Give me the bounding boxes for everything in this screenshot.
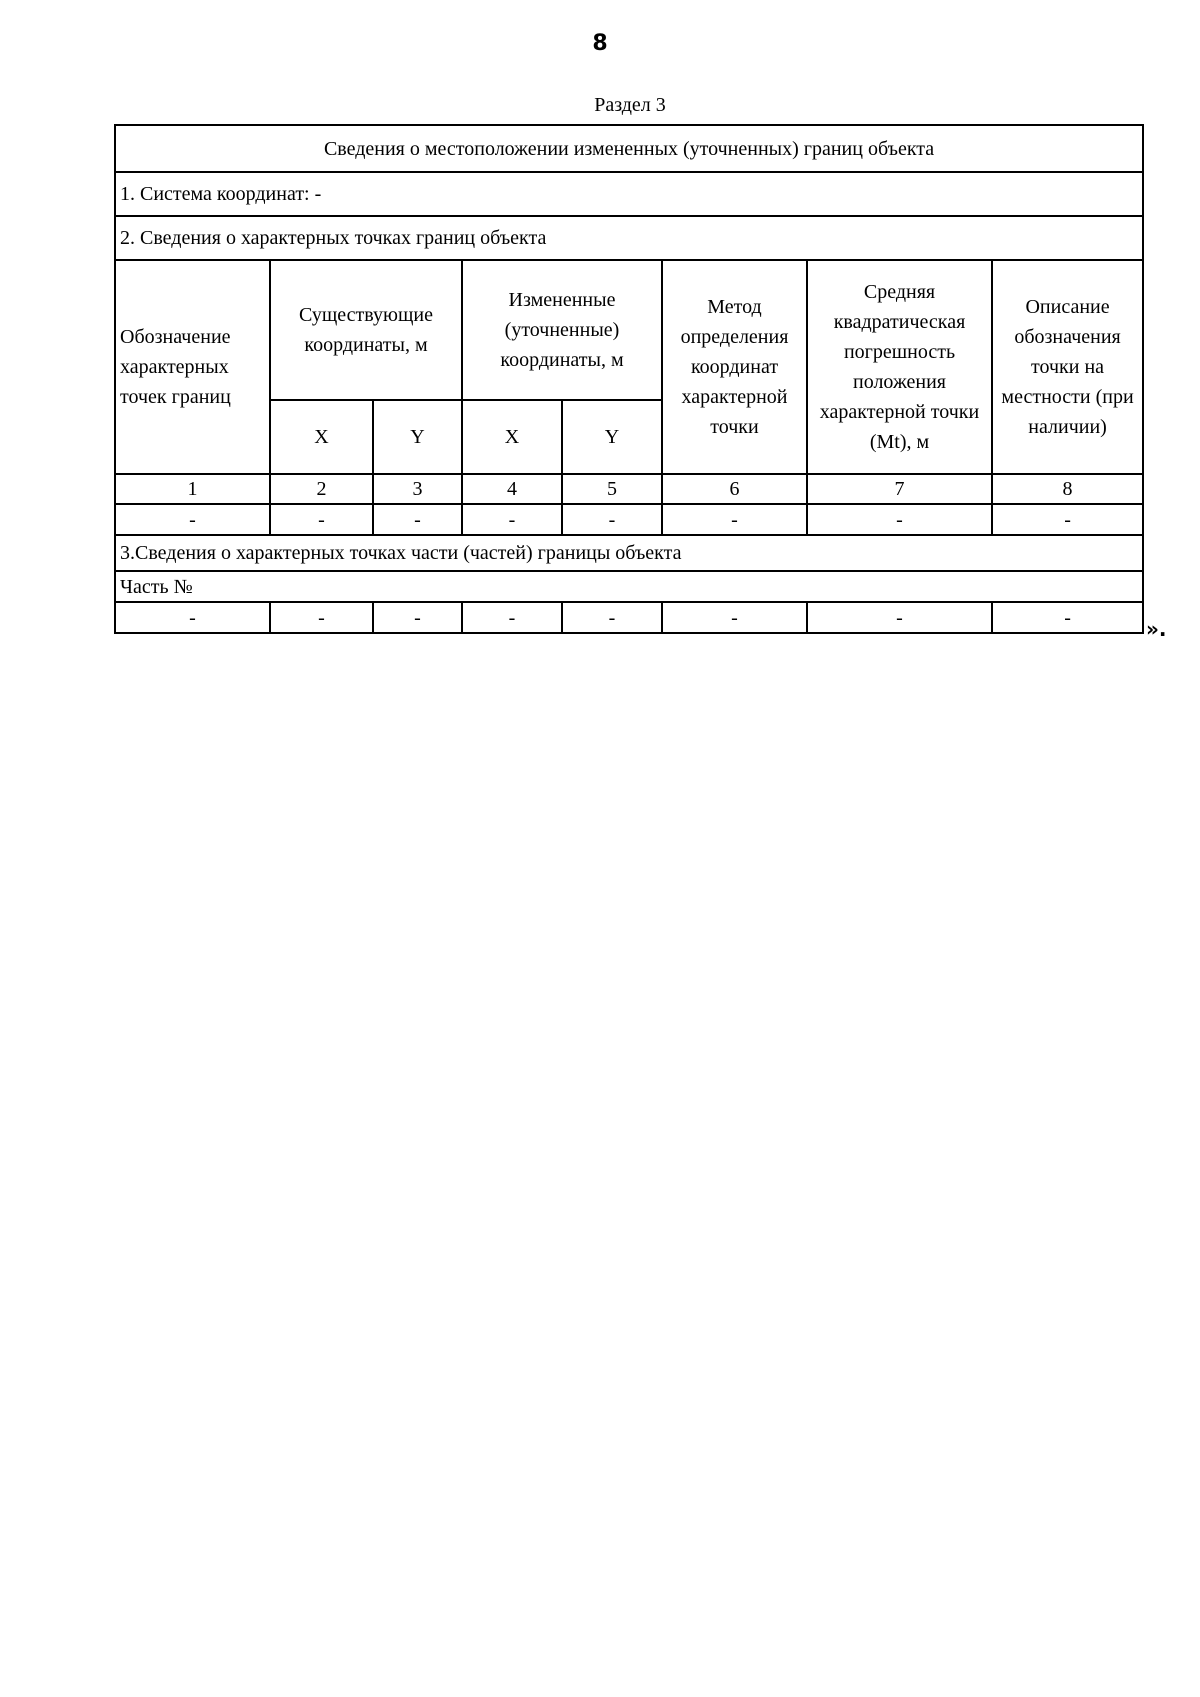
table-cell: -: [807, 602, 992, 633]
part-heading-row: [115, 535, 1143, 571]
header-y-changed: Y: [562, 400, 662, 474]
table-cell: -: [562, 602, 662, 633]
table-caption-row: [115, 125, 1143, 172]
column-number: 5: [562, 474, 662, 504]
table-cell: -: [807, 504, 992, 535]
table-cell: -: [462, 504, 562, 535]
table-cell: -: [662, 504, 807, 535]
column-number: 6: [662, 474, 807, 504]
boundary-points-table: [114, 124, 1144, 634]
points-data-row: [115, 504, 1143, 535]
table-cell: -: [992, 504, 1143, 535]
table-cell: -: [373, 504, 462, 535]
header-y-existing: Y: [373, 400, 462, 474]
header-x-existing: X: [270, 400, 373, 474]
column-number: 1: [115, 474, 270, 504]
closing-quote: ».: [1146, 617, 1167, 641]
part-number-label: Часть №: [115, 571, 1143, 602]
section-title: Раздел 3: [594, 94, 666, 116]
header-designation: Обозначение характерных точек границ: [115, 260, 270, 474]
column-number: 7: [807, 474, 992, 504]
header-x-changed: X: [462, 400, 562, 474]
column-number: 4: [462, 474, 562, 504]
header-existing-coords: Существующие координаты, м: [270, 260, 462, 400]
table-cell: -: [270, 602, 373, 633]
column-number: 2: [270, 474, 373, 504]
column-number-row: [115, 474, 1143, 504]
part-heading-text: 3.Сведения о характерных точках части (частей) границы объекта: [115, 535, 1143, 571]
page-number: 8: [592, 31, 608, 56]
header-row-top: [115, 260, 1143, 400]
points-heading-row: [115, 216, 1143, 260]
header-mean-error: Средняя квадратическая погрешность положения характерной точки (Mt), м: [807, 260, 992, 474]
part-number-row: [115, 571, 1143, 602]
table-cell: -: [115, 504, 270, 535]
points-heading-text: 2. Сведения о характерных точках границ объекта: [115, 216, 1143, 260]
table-cell: -: [462, 602, 562, 633]
table-cell: -: [373, 602, 462, 633]
header-changed-coords: Измененные (уточненные) координаты, м: [462, 260, 662, 400]
column-number: 8: [992, 474, 1143, 504]
column-number: 3: [373, 474, 462, 504]
table-cell: -: [562, 504, 662, 535]
table-cell: -: [992, 602, 1143, 633]
coordinate-system-row: [115, 172, 1143, 216]
header-method: Метод определения координат характерной точки: [662, 260, 807, 474]
coordinate-system-text: 1. Система координат: -: [115, 172, 1143, 216]
table-caption: Сведения о местоположении измененных (уточненных) границ объекта: [115, 125, 1143, 172]
table-cell: -: [662, 602, 807, 633]
table-cell: -: [270, 504, 373, 535]
header-description: Описание обозначения точки на местности (при наличии): [992, 260, 1143, 474]
table-cell: -: [115, 602, 270, 633]
part-data-row: [115, 602, 1143, 633]
